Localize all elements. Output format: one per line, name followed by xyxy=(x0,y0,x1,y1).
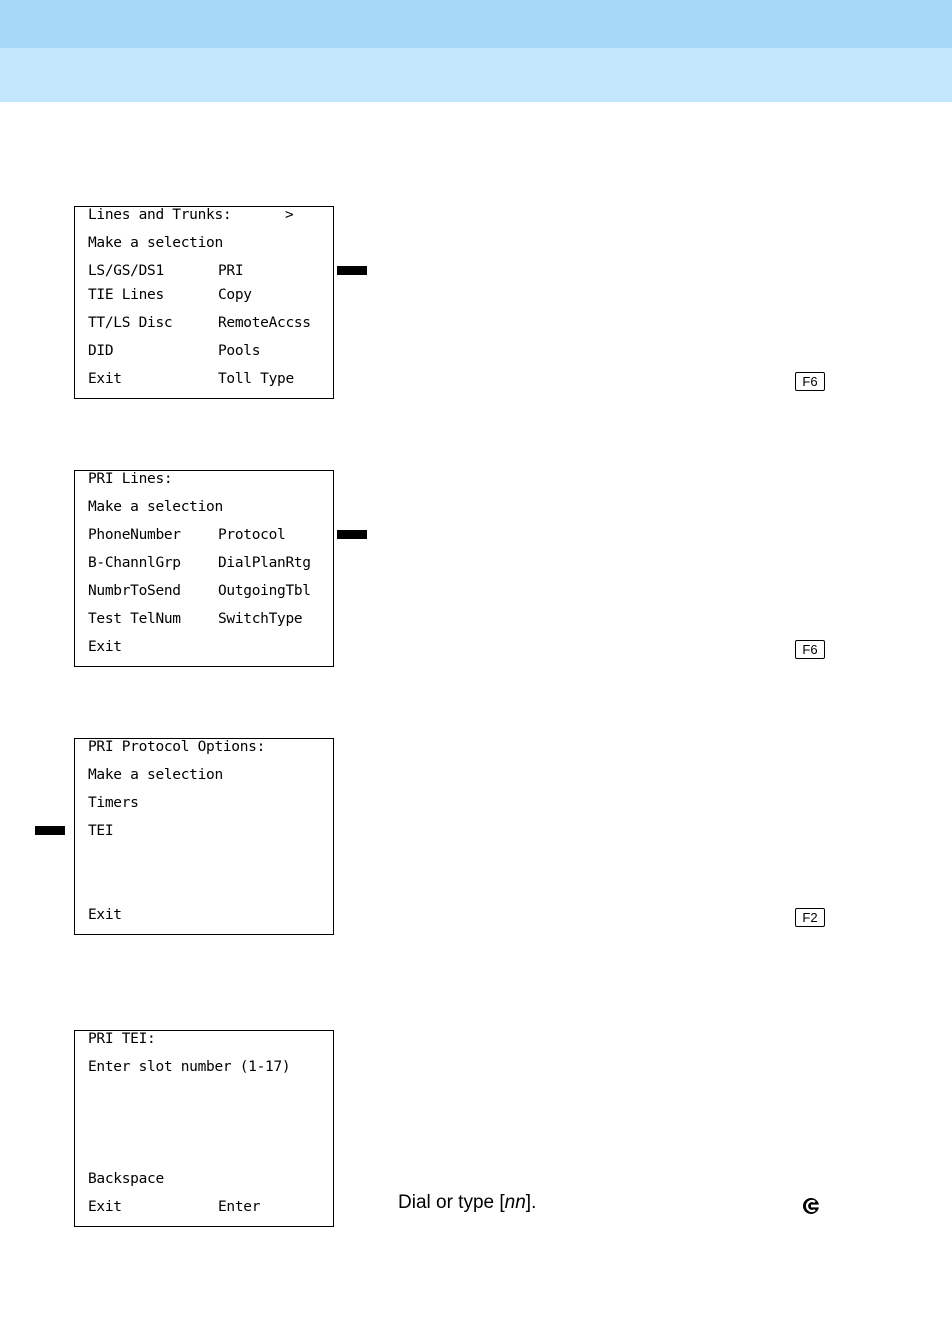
selection-pointer-icon xyxy=(35,826,65,835)
display-screen-pri-protocol-options xyxy=(74,738,334,935)
option-switch-type[interactable]: SwitchType xyxy=(218,611,303,627)
selection-pointer-icon xyxy=(337,530,367,539)
screen-title: PRI TEI: xyxy=(88,1031,156,1047)
enter-option[interactable]: Enter xyxy=(218,1199,261,1215)
option-did[interactable]: DID xyxy=(88,343,114,359)
screen-prompt: Make a selection xyxy=(88,499,223,515)
screen-title: Lines and Trunks: xyxy=(88,207,232,223)
screen-title: PRI Protocol Options: xyxy=(88,739,266,755)
instruction-text-end: ]. xyxy=(525,1192,537,1213)
exit-option[interactable]: Exit xyxy=(88,371,122,387)
option-tei[interactable]: TEI xyxy=(88,823,114,839)
selection-pointer-icon xyxy=(337,266,367,275)
display-screen-pri-tei xyxy=(74,1030,334,1227)
header-band-top xyxy=(0,0,952,48)
option-dial-plan-routing[interactable]: DialPlanRtg xyxy=(218,555,311,571)
option-toll-type[interactable]: Toll Type xyxy=(218,371,294,387)
option-test-tel-num[interactable]: Test TelNum xyxy=(88,611,181,627)
screen-prompt: Make a selection xyxy=(88,767,223,783)
dial-instruction xyxy=(398,1192,536,1214)
option-tie-lines[interactable]: TIE Lines xyxy=(88,287,164,303)
instruction-variable: nn xyxy=(504,1192,526,1213)
option-b-channel-group[interactable]: B-ChannlGrp xyxy=(88,555,181,571)
screen-prompt: Enter slot number (1-17) xyxy=(88,1059,291,1075)
option-outgoing-table[interactable]: OutgoingTbl xyxy=(218,583,311,599)
enter-return-icon[interactable] xyxy=(801,1196,821,1216)
header-band-bottom xyxy=(0,48,952,102)
function-key-f6[interactable]: F6 xyxy=(795,640,825,659)
exit-option[interactable]: Exit xyxy=(88,907,122,923)
option-phone-number[interactable]: PhoneNumber xyxy=(88,527,181,543)
more-indicator[interactable]: > xyxy=(285,207,294,223)
display-screen-lines-and-trunks xyxy=(74,206,334,399)
option-pools[interactable]: Pools xyxy=(218,343,261,359)
function-key-f6[interactable]: F6 xyxy=(795,372,825,391)
instruction-text: Dial or type [ xyxy=(398,1192,505,1213)
exit-option[interactable]: Exit xyxy=(88,1199,122,1215)
option-remote-access[interactable]: RemoteAccss xyxy=(218,315,311,331)
option-pri[interactable]: PRI xyxy=(218,263,244,279)
backspace-option[interactable]: Backspace xyxy=(88,1171,164,1187)
option-tt-ls-disc[interactable]: TT/LS Disc xyxy=(88,315,173,331)
option-protocol[interactable]: Protocol xyxy=(218,527,286,543)
option-timers[interactable]: Timers xyxy=(88,795,139,811)
option-copy[interactable]: Copy xyxy=(218,287,252,303)
screen-prompt: Make a selection xyxy=(88,235,223,251)
screen-title: PRI Lines: xyxy=(88,471,173,487)
function-key-f2[interactable]: F2 xyxy=(795,908,825,927)
option-number-to-send[interactable]: NumbrToSend xyxy=(88,583,181,599)
exit-option[interactable]: Exit xyxy=(88,639,122,655)
display-screen-pri-lines xyxy=(74,470,334,667)
option-ls-gs-ds1[interactable]: LS/GS/DS1 xyxy=(88,263,164,279)
